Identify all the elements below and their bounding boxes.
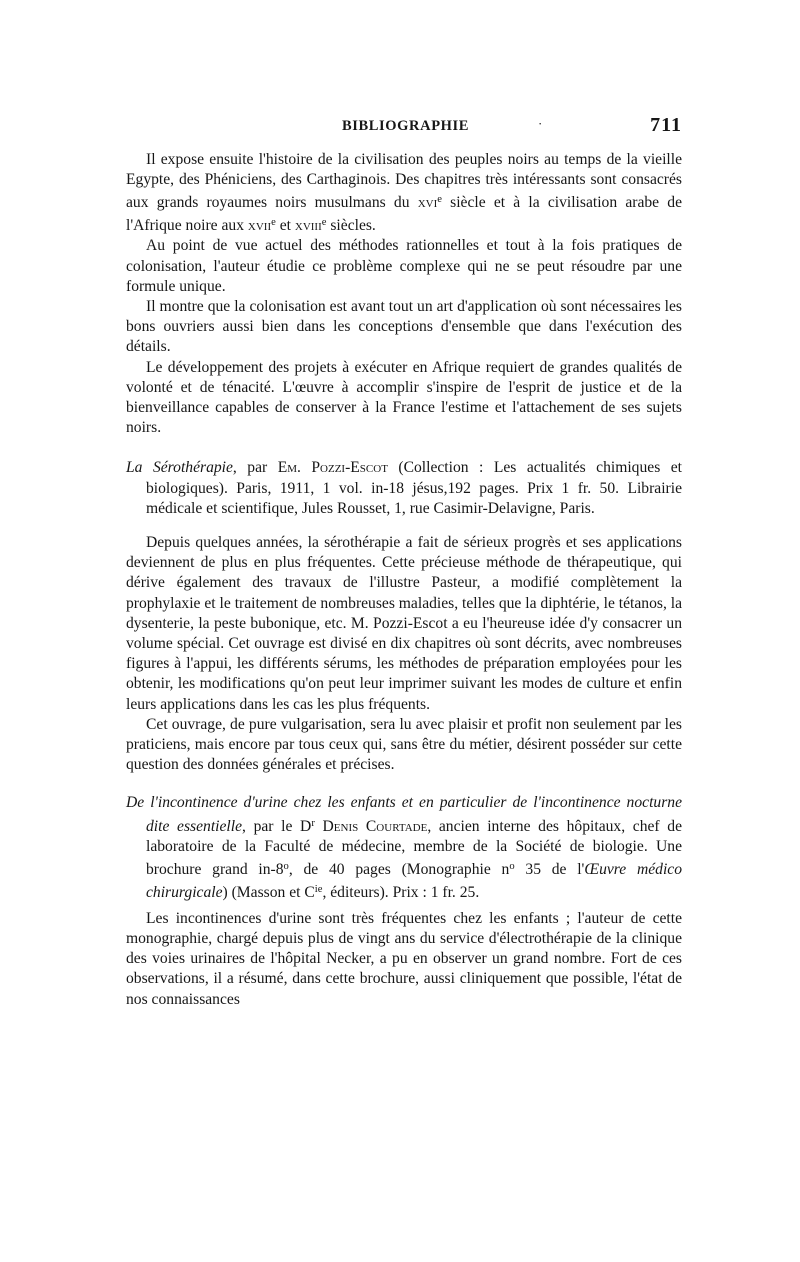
entry-author: Denis Courtade — [322, 817, 428, 835]
collection-name: Œuvre médico chirurgicale — [146, 860, 682, 901]
roman-numeral: xvii — [247, 217, 272, 235]
review-paragraph: Depuis quelques années, la sérothérapie a fait de sérieux progrès et ses applications deviennent de plus en plus fréquentes. Cette précieuse méthode de thérapeutique, qui dérive également des travaux de l'illustre Pasteur, a modifié complètement la prophylaxie et le traitement de nombreuses maladies, telles que la diphtérie, le tétanos, la dysenterie, la peste bubonique, etc. M. Pozzi-Escot a eu l'heureuse idée d'y consacrer un volume spécial. Cet ouvrage est divisé en dix chapitres où sont décrits, avec nombreuses figures à l'appui, les différents sérums, les méthodes de préparation employées pour les obtenir, les modifications qu'on peut leur imprimer suivant les modes de culture et enfin leurs applications dans les cas les plus fréquents. — [126, 533, 682, 713]
paragraph-colonisation-art: Il montre que la colonisation est avant tout un art d'application où sont nécessaires les bons ouvriers aussi bien dans les conceptions d'ensemble que dans l'exécution des détails. — [126, 297, 682, 356]
running-head — [126, 116, 682, 140]
page-body — [126, 150, 682, 1010]
entry-author: Em. Pozzi-Escot — [277, 459, 388, 477]
review-paragraph: Cet ouvrage, de pure vulgarisation, sera lu avec plaisir et profit non seulement par les praticiens, mais encore par tous ceux qui, sans être du métier, désirent posséder sur cette question des données générales et précises. — [126, 715, 682, 774]
roman-numeral: xviii — [294, 217, 322, 235]
bibliography-entry-incontinence: De l'incontinence d'urine chez les enfants et en particulier de l'incontinence nocturne dite essentielle, par le $D^r$ Denis Courtade, ancien interne des hôpitaux, chef de laboratoire de la Faculté de médecine, membre de la Société de biologie. Une brochure grand in-8$^o$, de 40 pages (Monographie $n^o$ 35 de l'Œuvre médico chirurgicale) (Masson et $C^{ie}$, éditeurs). Prix : 1 fr. 25. — [126, 794, 682, 901]
running-head-title: BIBLIOGRAPHIE — [342, 118, 470, 134]
paragraph-colonisation-methods: Au point de vue actuel des méthodes rationnelles et tout à la fois pratiques de colonisation, l'auteur étudie ce problème complexe qui ne se peut résoudre par une formule unique. — [126, 237, 682, 295]
running-head-mark: · — [538, 116, 543, 131]
entry-title: De l'incontinence d'urine chez les enfants et en particulier de l'incontinence nocturne dite essentielle — [126, 794, 682, 835]
review-paragraph: Les incontinences d'urine sont très fréquentes chez les enfants ; l'auteur de cette monographie, chargé depuis plus de vingt ans du service d'électrothérapie de la clinique des voies urinaires de l'hôpital Necker, a pu en observer un grand nombre. Fort de ces observations, il a résumé, dans cette brochure, aussi cliniquement que possible, l'état de nos connaissances — [126, 909, 682, 1008]
paragraph-history: Il expose ensuite l'histoire de la civilisation des peuples noirs au temps de la vieille Egypte, des Phéniciens, des Carthaginois. Des chapitres très intéressants sont consacrés aux grands royaumes noirs musulmans du xvi$^e$ siècle et à la civilisation arabe de l'Afrique noire aux xvii$^e$ et xviii$^e$ siècles. — [126, 151, 682, 235]
paragraph-development: Le développement des projets à exécuter en Afrique requiert de grandes qualités de volonté et de ténacité. L'œuvre à accomplir s'inspire de l'esprit de justice et de la bienveillance capables de conserver à la France l'estime et l'attachement de ses sujets noirs. — [126, 358, 682, 437]
page-number: 711 — [650, 114, 682, 136]
bibliography-entry-serotherapie: La Sérothérapie, par Em. Pozzi-Escot (Collection : Les actualités chimiques et biologiques). Paris, 1911, 1 vol. in-18 jésus,192 pages. Prix 1 fr. 50. Librairie médicale et scientifique, Jules Rousset, 1, rue Casimir-Delavigne, Paris. — [126, 459, 682, 517]
roman-numeral: xvi — [417, 194, 438, 212]
entry-title: La Sérothérapie — [126, 459, 233, 477]
